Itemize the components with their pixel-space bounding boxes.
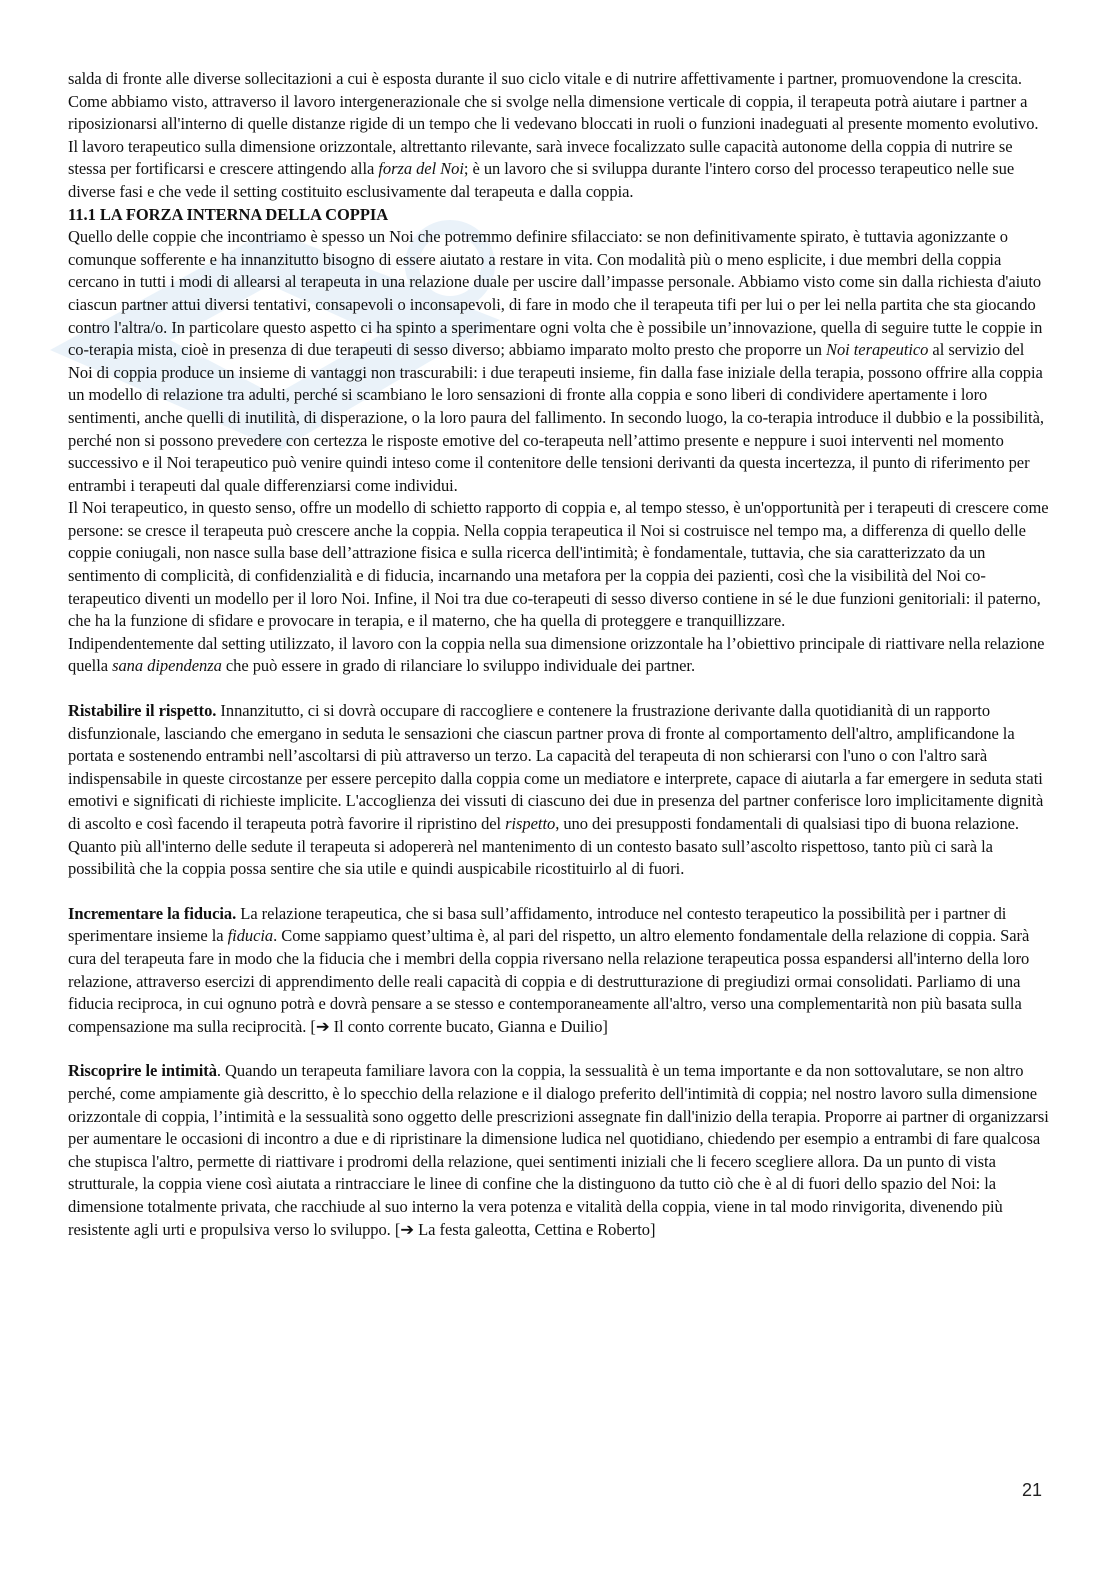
section-heading: 11.1 LA FORZA INTERNA DELLA COPPIA <box>68 204 389 224</box>
emphasis-text: fiducia <box>227 926 274 946</box>
section-paragraph-1 <box>68 226 1050 497</box>
text-run: al servizio del Noi di coppia produce un insieme di vantaggi non trascurabili: i due terapeuti insieme, fin dalla fase iniziale della terapia, possono offrire alla coppia un modello di relazione tra adulti, perché si scambiano le loro sensazioni di fronte alla coppia e sono liberi di condividere apertamente i loro sentimenti, anche quelli di inutilità, di disperazione, o la loro paura del fallimento. In secondo luogo, la co-terapia introduce il dubbio e la possibilità, perché non si possono prevedere con certezza le risposte emotive del co-terapeuta nell’attimo presente e neppure i suoi interventi nel momento successivo e il Noi terapeutico può venire quindi inteso come il contenitore delle tensioni derivanti da questa incertezza, il punto di riferimento per entrambi i terapeuti dal quale differenziarsi come individui. <box>68 340 1044 495</box>
text-run: Il Noi terapeutico, in questo senso, offre un modello di schietto rapporto di coppia e, al tempo stesso, è un'opportunità per i terapeuti di crescere come persone: se cresce il terapeuta può crescere anche la coppia. Nella coppia terapeutica il Noi si costruisce nel tempo ma, a differenza di quello delle coppie coniugali, non nasce sulla base dell’attrazione fisica e sulla ricerca dell'intimità; è fondamentale, tuttavia, che sia caratterizzato da un sentimento di complicità, di confidenzialità e di fiducia, incarnando una metafora per la coppia dei pazienti, così che la visibilità del Noi co-terapeutico diventi un modello per il loro Noi. Infine, il Noi tra due co-terapeuti di sesso diverso contiene in sé le due funzioni genitoriali: il paterno, che ha la funzione di sfidare e provocare in terapia, e il materno, che ha quella di proteggere e tranquillizzare. <box>68 498 1049 631</box>
block-respect-body <box>68 701 1043 878</box>
text-run: ; è un lavoro che si sviluppa durante l'intero corso del processo terapeutico nelle sue diverse fasi e che vede il setting costituito esclusivamente dal terapeuta e dalla coppia. <box>68 159 1015 201</box>
block-respect <box>68 700 1050 881</box>
block-trust <box>68 903 1050 1039</box>
block-trust-lead: Incrementare la fiducia. <box>68 903 237 923</box>
section-paragraph-3 <box>68 633 1050 678</box>
emphasis-text: Noi terapeutico <box>826 340 929 360</box>
text-run: . Come sappiamo quest’ultima è, al pari del rispetto, un altro elemento fondamentale della relazione di coppia. Sarà cura del terapeuta fare in modo che la fiducia che i membri della coppia riversano nella relazione terapeutica possa espandersi all'interno della loro relazione, attraverso esercizi di apprendimento delle reali capacità di coppia e di destrutturazione di pregiudizi ormai consolidati. Parliamo di una fiducia reciproca, in cui ognuno potrà e dovrà pensare a se stesso e contemporaneamente all'altro, verso una complementarità non più basata sulla compensazione ma sulla reciprocità. [➔ Il conto corrente bucato, Gianna e Duilio] <box>68 926 1030 1036</box>
block-respect-lead: Ristabilire il rispetto. <box>68 701 217 721</box>
text-run: . Quando un terapeuta familiare lavora con la coppia, la sessualità è un tema importante e da non sottovalutare, se non altro perché, come ampiamente già descritto, è lo specchio della relazione e il dialogo preferito dell'intimità di coppia; nel nostro lavoro sulla dimensione orizzontale di coppia, l’intimità e la sessualità sono oggetto delle prescrizioni assegnate fin dall'inizio della terapia. Proporre ai partner di organizzarsi per aumentare le occasioni di incontro a due e di ripristinare la dimensione ludica nel quotidiano, chiedendo per esempio a entrambi di fare qualcosa che stupisca l'altro, permette di riattivare i prodromi della relazione, quei sentimenti iniziali che li fecero scegliere allora. Da un punto di vista strutturale, la coppia viene così aiutata a rintracciare le linee di confine che la distinguono da tutto ciò che è al di fuori dello spazio del Noi: la dimensione totalmente privata, che racchiude al suo interno la vera potenza e vitalità della coppia, viene in tal modo rinvigorita, divenendo più resistente agli urti e propulsiva verso lo sviluppo. [➔ La festa galeotta, Cettina e Roberto] <box>68 1061 1049 1239</box>
document-page <box>68 68 1050 1241</box>
emphasis-text: rispetto <box>505 814 556 833</box>
block-trust-body <box>68 904 1029 1036</box>
emphasis-text: forza del Noi <box>378 159 464 179</box>
block-intimacy-body <box>68 1061 1049 1238</box>
text-run: Quello delle coppie che incontriamo è spesso un Noi che potremmo definire sfilacciato: se non definitivamente spirato, è tuttavia agonizzante o comunque sofferente e ha innanzitutto bisogno di essere aiutato a restare in vita. Con modalità più o meno esplicite, i due membri della coppia cercano in tutti i modi di allearsi al terapeuta in una relazione duale per uscire dall’impasse personale. Abbiamo visto come sin dalla richiesta d'aiuto ciascun partner attui diversi tentativi, consapevoli o inconsapevoli, di fare in modo che il terapeuta tifi per lui o per lei nella partita che sta giocando contro l'altra/o. In particolare questo aspetto ci ha spinto a sperimentare ogni volta che è possibile un’innovazione, quella di seguire tutte le coppie in co-terapia mista, cioè in presenza di due terapeuti di sesso diverso; abbiamo imparato molto presto che proporre un <box>68 227 1043 360</box>
text-run: salda di fronte alle diverse sollecitazioni a cui è esposta durante il suo ciclo vitale e di nutrire affettivamente i partner, promuovendone la crescita. Come abbiamo visto, attraverso il lavoro intergenerazionale che si svolge nella dimensione verticale di coppia, il terapeuta potrà aiutare i partner a riposizionarsi all'interno di quelle distanze rigide di un tempo che li vedevano bloccati in ruoli o funzioni inadeguati al presente momento evolutivo. Il lavoro terapeutico sulla dimensione orizzontale, altrettanto rilevante, sarà invece focalizzato sulle capacità autonome della coppia di nutrire se stessa per fortificarsi e crescere attingendo alla <box>68 69 1039 179</box>
text-run: Indipendentemente dal setting utilizzato, il lavoro con la coppia nella sua dimensione orizzontale ha l’obiettivo principale di riattivare nella relazione quella <box>68 633 1045 676</box>
block-intimacy-lead: Riscoprire le intimità <box>68 1061 217 1081</box>
intro-paragraph <box>68 68 1050 204</box>
block-intimacy <box>68 1060 1050 1241</box>
emphasis-text: sana dipendenza <box>112 656 222 676</box>
text-run: , uno dei presupposti fondamentali di qualsiasi tipo di buona relazione. Quanto più all'interno delle sedute il terapeuta si adopererà nel mantenimento di un contesto basato sull’ascolto rispettoso, tanto più ci sarà la possibilità che la coppia possa sentire che sia utile e quindi auspicabile ricostituirlo al di fuori. <box>68 814 1019 879</box>
text-run: che può essere in grado di rilanciare lo sviluppo individuale dei partner. <box>221 656 696 676</box>
page-number: 21 <box>1021 1480 1042 1500</box>
section-paragraph-2 <box>68 497 1050 633</box>
text-run: Innanzitutto, ci si dovrà occupare di raccogliere e contenere la frustrazione derivante dalla quotidianità di un rapporto disfunzionale, lasciando che emergano in seduta le sensazioni che ciascun partner prova di fronte al comportamento dell'altro, amplificandone la portata e sostenendo entrambi nell’ascoltarsi di più attraverso un terzo. La capacità del terapeuta di non schierarsi con l'uno o con l'altro sarà indispensabile in queste circostanze per essere percepito dalla coppia come un mediatore e interprete, capace di aiutarla a far emergere in seduta stati emotivi e significati di richieste implicite. L'accoglienza dei vissuti di ciascuno dei due in presenza del partner conferisce loro implicitamente dignità di ascolto e così facendo il terapeuta potrà favorire il ripristino del <box>68 701 1044 833</box>
text-run: La relazione terapeutica, che si basa sull’affidamento, introduce nel contesto terapeutico la possibilità per i partner di sperimentare insieme la <box>68 903 1007 946</box>
